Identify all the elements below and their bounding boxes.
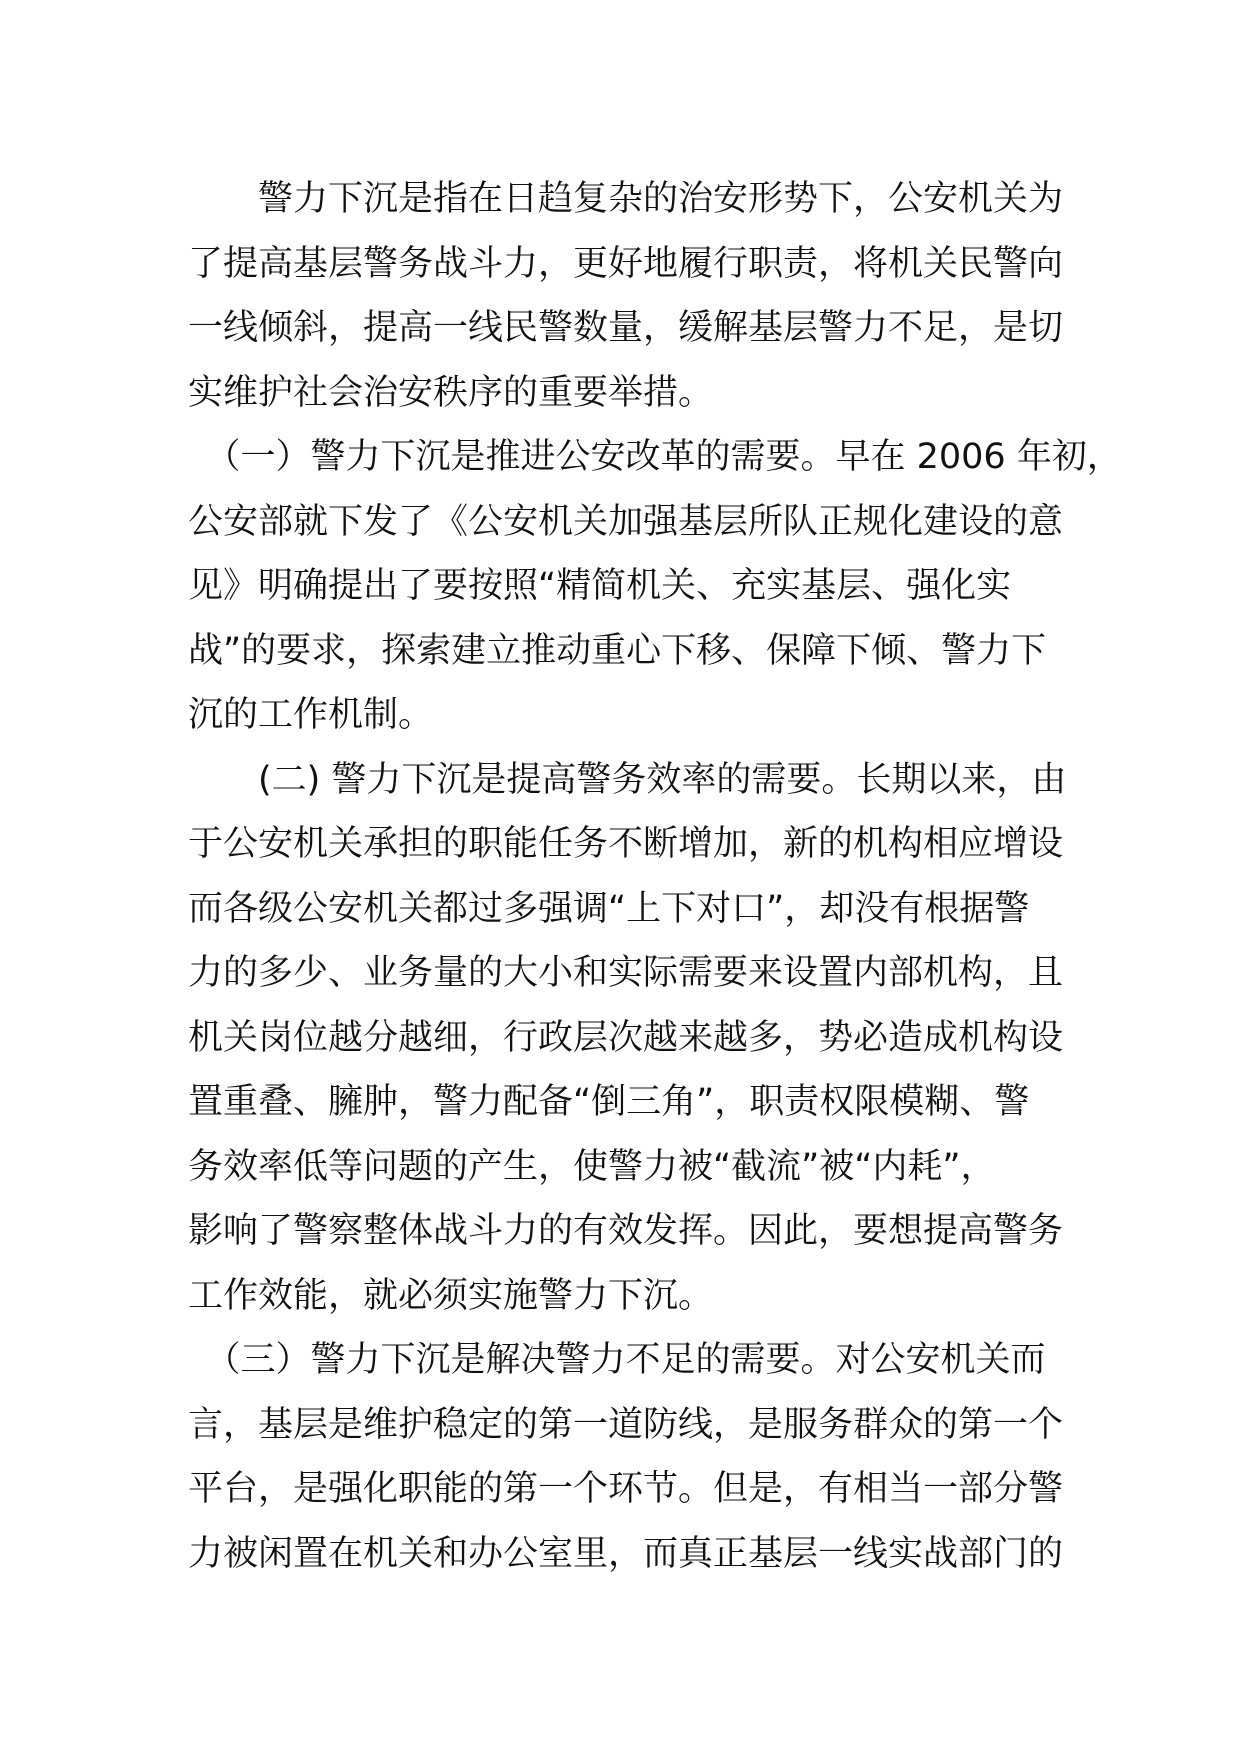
text-line: 警力下沉是指在日趋复杂的治安形势下，公安机关为: [188, 179, 1064, 219]
text-line: 置重叠、臃肿，警力配备“倒三角”，职责权限模糊、警: [188, 1082, 1030, 1122]
text-line: 沉的工作机制。: [188, 695, 434, 735]
document-body: [188, 167, 1122, 1586]
text-line: 了提高基层警务战斗力，更好地履行职责，将机关民警向: [188, 243, 1064, 284]
text-line: （一）警力下沉是推进公安改革的需要。早在 2006 年初，: [188, 437, 1122, 477]
text-line: 而各级公安机关都过多强调“上下对口”，却没有根据警: [188, 888, 1030, 929]
text-line: （三）警力下沉是解决警力不足的需要。对公安机关而: [188, 1340, 1046, 1380]
text-line: 战”的要求，探索建立推动重心下移、保障下倾、警力下: [188, 630, 1047, 671]
text-line: 影响了警察整体战斗力的有效发挥。因此，要想提高警务: [188, 1211, 1064, 1251]
text-line: 实维护社会治安秩序的重要举措。: [188, 372, 714, 413]
text-line: 一线倾斜，提高一线民警数量，缓解基层警力不足，是切: [188, 308, 1064, 348]
text-line: 力的多少、业务量的大小和实际需要来设置内部机构，且: [188, 953, 1064, 993]
text-line: 平台，是强化职能的第一个环节。但是，有相当一部分警: [188, 1469, 1064, 1509]
text-line: 务效率低等问题的产生，使警力被“截流”被“内耗”，: [188, 1146, 996, 1187]
text-line: 机关岗位越分越细，行政层次越来越多，势必造成机构设: [188, 1017, 1064, 1058]
text-line: (二) 警力下沉是提高警务效率的需要。长期以来，由: [188, 759, 1067, 800]
text-line: 力被闲置在机关和办公室里，而真正基层一线实战部门的: [188, 1533, 1064, 1574]
text-line: 工作效能，就必须实施警力下沉。: [188, 1275, 714, 1316]
text-line: 于公安机关承担的职能任务不断增加，新的机构相应增设: [188, 824, 1064, 864]
text-line: 公安部就下发了《公安机关加强基层所队正规化建设的意: [188, 501, 1064, 542]
text-line: 见》明确提出了要按照“精简机关、充实基层、强化实: [188, 566, 1012, 606]
text-line: 言，基层是维护稳定的第一道防线，是服务群众的第一个: [188, 1404, 1064, 1445]
